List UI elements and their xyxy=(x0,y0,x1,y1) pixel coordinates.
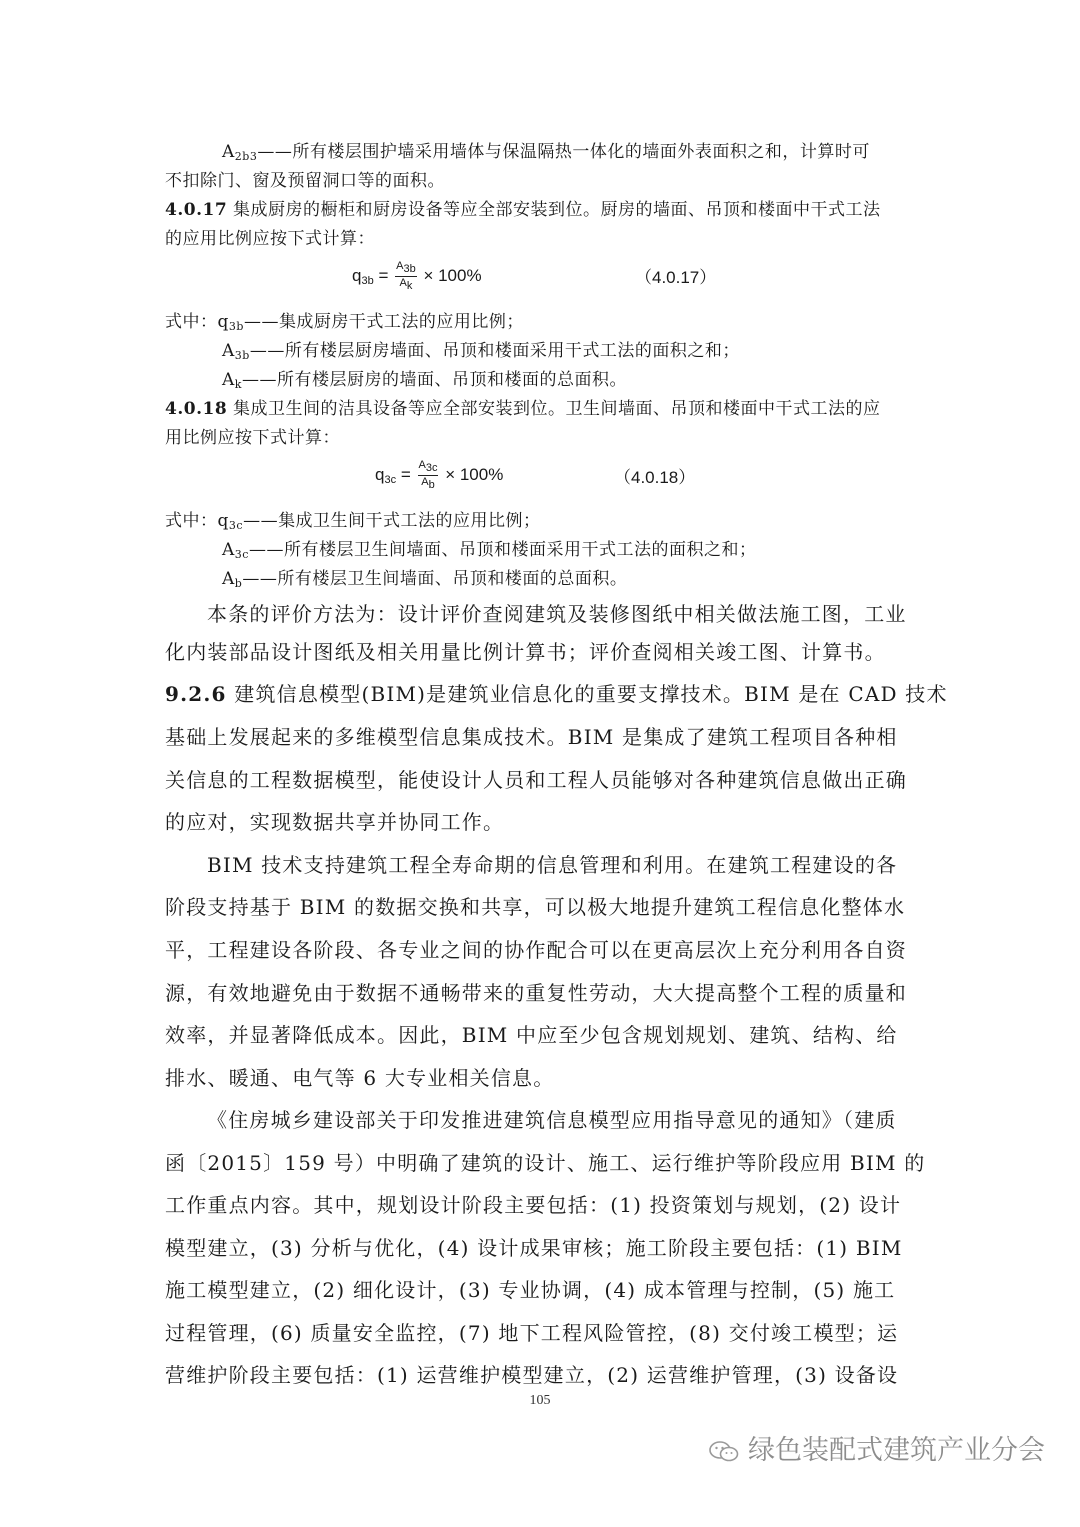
paragraph-line: 施工模型建立，(2) 细化设计，(3) 专业协调，(4) 成本管理与控制，(5) 施工 xyxy=(165,1278,896,1302)
equation-number: （4.0.18） xyxy=(614,468,696,487)
paragraph-line: 过程管理，(6) 质量安全监控，(7) 地下工程风险管控，(8) 交付竣工模型；运 xyxy=(165,1321,899,1345)
paragraph-line: 效率，并显著降低成本。因此，BIM 中应至少包含规划规划、建筑、结构、给 xyxy=(165,1023,898,1047)
paragraph-line: 本条的评价方法为：设计评价查阅建筑及装修图纸中相关做法施工图，工业 xyxy=(207,602,907,626)
paragraph-line: 平，工程建设各阶段、各专业之间的协作配合可以在更高层次上充分利用各自资 xyxy=(165,938,907,962)
body-line: 用比例应按下式计算： xyxy=(165,428,340,448)
body-line: 不扣除门、窗及预留洞口等的面积。 xyxy=(165,171,445,191)
watermark xyxy=(708,1428,1045,1467)
equation-4-0-18: $q_{3c}$ = $\frac{A_{3c}}{A_b}$ × 100% xyxy=(375,459,504,491)
equation-4-0-17: $q_{3b}$ = $\frac{A_{3b}}{A_k}$ × 100% xyxy=(352,260,482,292)
variable-definition: 式中：$q_{3b}——$集成厨房干式工法的应用比例； xyxy=(165,312,524,333)
paragraph-line: 《住房城乡建设部关于印发推进建筑信息模型应用指导意见的通知》（建质 xyxy=(207,1108,897,1132)
definition-a2b3: $A_{2b3}——$所有楼层围护墙采用墙体与保温隔热一体化的墙面外表面积之和，计算时可 xyxy=(222,142,870,163)
variable-definition: $A_{3c}——$所有楼层卫生间墙面、吊顶和楼面采用干式工法的面积之和； xyxy=(222,540,757,561)
equation-number: （4.0.17） xyxy=(635,268,717,287)
paragraph-line: 函〔2015〕159 号）中明确了建筑的设计、施工、运行维护等阶段应用 BIM 的 xyxy=(165,1151,926,1175)
paragraph-line: 基础上发展起来的多维模型信息集成技术。BIM 是集成了建筑工程项目各种相 xyxy=(165,725,898,749)
clause-4-0-18: 4.0.18 集成卫生间的洁具设备等应全部安装到位。卫生间墙面、吊顶和楼面中干式工法的应 xyxy=(165,399,881,419)
wechat-icon xyxy=(708,1440,740,1464)
body-line: 的应用比例应按下式计算： xyxy=(165,229,375,249)
paragraph-line: 营维护阶段主要包括：(1) 运营维护模型建立，(2) 运营维护管理，(3) 设备设 xyxy=(165,1363,899,1387)
paragraph-line: 的应对，实现数据共享并协同工作。 xyxy=(165,810,505,834)
paragraph-line: 源，有效地避免由于数据不通畅带来的重复性劳动，大大提高整个工程的质量和 xyxy=(165,981,907,1005)
paragraph-line: 化内装部品设计图纸及相关用量比例计算书；评价查阅相关竣工图、计算书。 xyxy=(165,640,886,664)
paragraph-line: 排水、暖通、电气等 6 大专业相关信息。 xyxy=(165,1066,555,1090)
clause-4-0-17: 4.0.17 集成厨房的橱柜和厨房设备等应全部安装到位。厨房的墙面、吊顶和楼面中干式工法 xyxy=(165,200,881,220)
paragraph-line: 模型建立，(3) 分析与优化，(4) 设计成果审核；施工阶段主要包括：(1) BIM xyxy=(165,1236,903,1260)
paragraph-line: BIM 技术支持建筑工程全寿命期的信息管理和利用。在建筑工程建设的各 xyxy=(207,853,898,877)
variable-definition: $A_{3b}——$所有楼层厨房墙面、吊顶和楼面采用干式工法的面积之和； xyxy=(222,341,740,362)
watermark-text: 绿色装配式建筑产业分会 xyxy=(748,1435,1045,1466)
clause-9-2-6: 9.2.6 建筑信息模型(BIM)是建筑业信息化的重要支撑技术。BIM 是在 CAD 技术 xyxy=(165,682,948,706)
page-number: 105 xyxy=(529,1393,551,1408)
variable-definition: $A_k——$所有楼层厨房的墙面、吊顶和楼面的总面积。 xyxy=(222,370,627,391)
paragraph-line: 关信息的工程数据模型，能使设计人员和工程人员能够对各种建筑信息做出正确 xyxy=(165,768,907,792)
paragraph-line: 阶段支持基于 BIM 的数据交换和共享，可以极大地提升建筑工程信息化整体水 xyxy=(165,895,906,919)
variable-definition: 式中：$q_{3c}——$集成卫生间干式工法的应用比例； xyxy=(165,511,541,532)
variable-definition: $A_b——$所有楼层卫生间墙面、吊顶和楼面的总面积。 xyxy=(222,569,628,590)
paragraph-line: 工作重点内容。其中，规划设计阶段主要包括：(1) 投资策划与规划，(2) 设计 xyxy=(165,1193,902,1217)
